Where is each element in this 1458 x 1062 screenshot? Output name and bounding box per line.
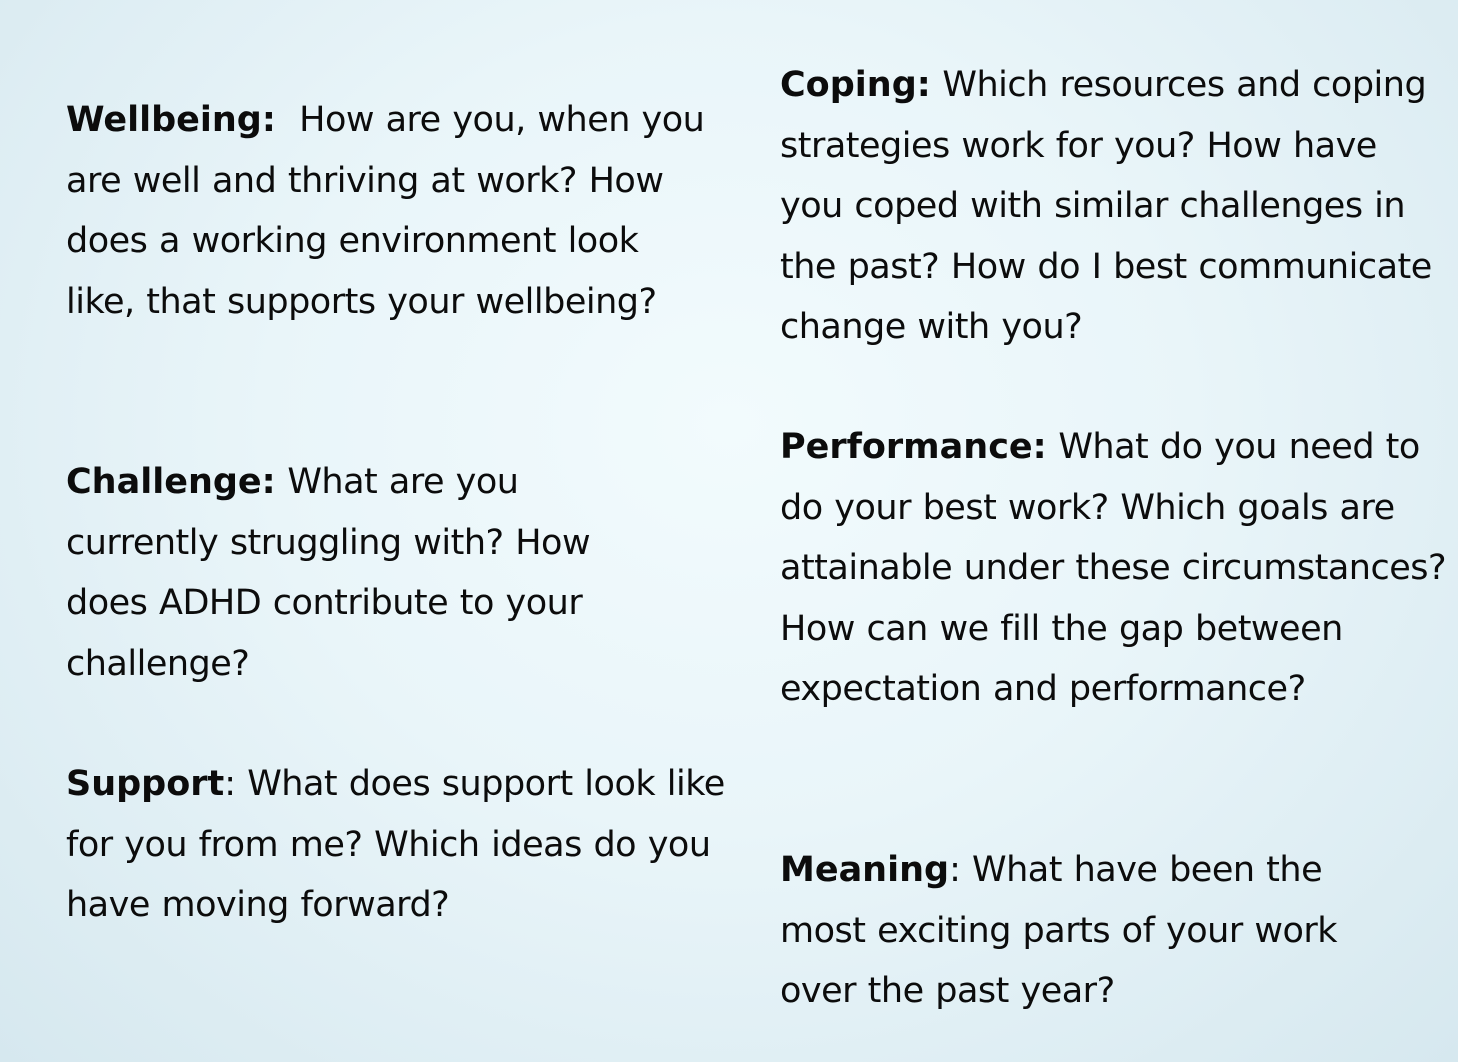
challenge-text: What are you currently struggling with? How does ADHD contribute to your challenge? [66,462,591,684]
wellbeing-paragraph [66,90,716,332]
coping-text: Which resources and coping strategies work for you? How have you coped with similar challenges in the past? How do I best communicate change with you? [780,65,1432,347]
support-term: Support [66,764,225,804]
performance-term: Performance: [780,427,1047,467]
meaning-text: : What have been the most exciting parts of your work over the past year? [780,850,1338,1011]
support-text: : What does support look like for you from me? Which ideas do you have moving forward? [66,764,725,925]
challenge-term: Challenge: [66,462,276,502]
meaning-paragraph [780,840,1400,1022]
support-paragraph [66,754,726,936]
challenge-paragraph [66,452,666,694]
coping-paragraph [780,55,1450,358]
wellbeing-text: How are you, when you are well and thriving at work? How does a working environment look like, that supports your wellbeing? [66,100,705,322]
meaning-term: Meaning [780,850,950,890]
coping-term: Coping: [780,65,931,105]
performance-paragraph [780,417,1450,720]
performance-text: What do you need to do your best work? Which goals are attainable under these circumstances? How can we fill the gap between expectation and performance? [780,427,1447,709]
wellbeing-term: Wellbeing: [66,100,276,140]
